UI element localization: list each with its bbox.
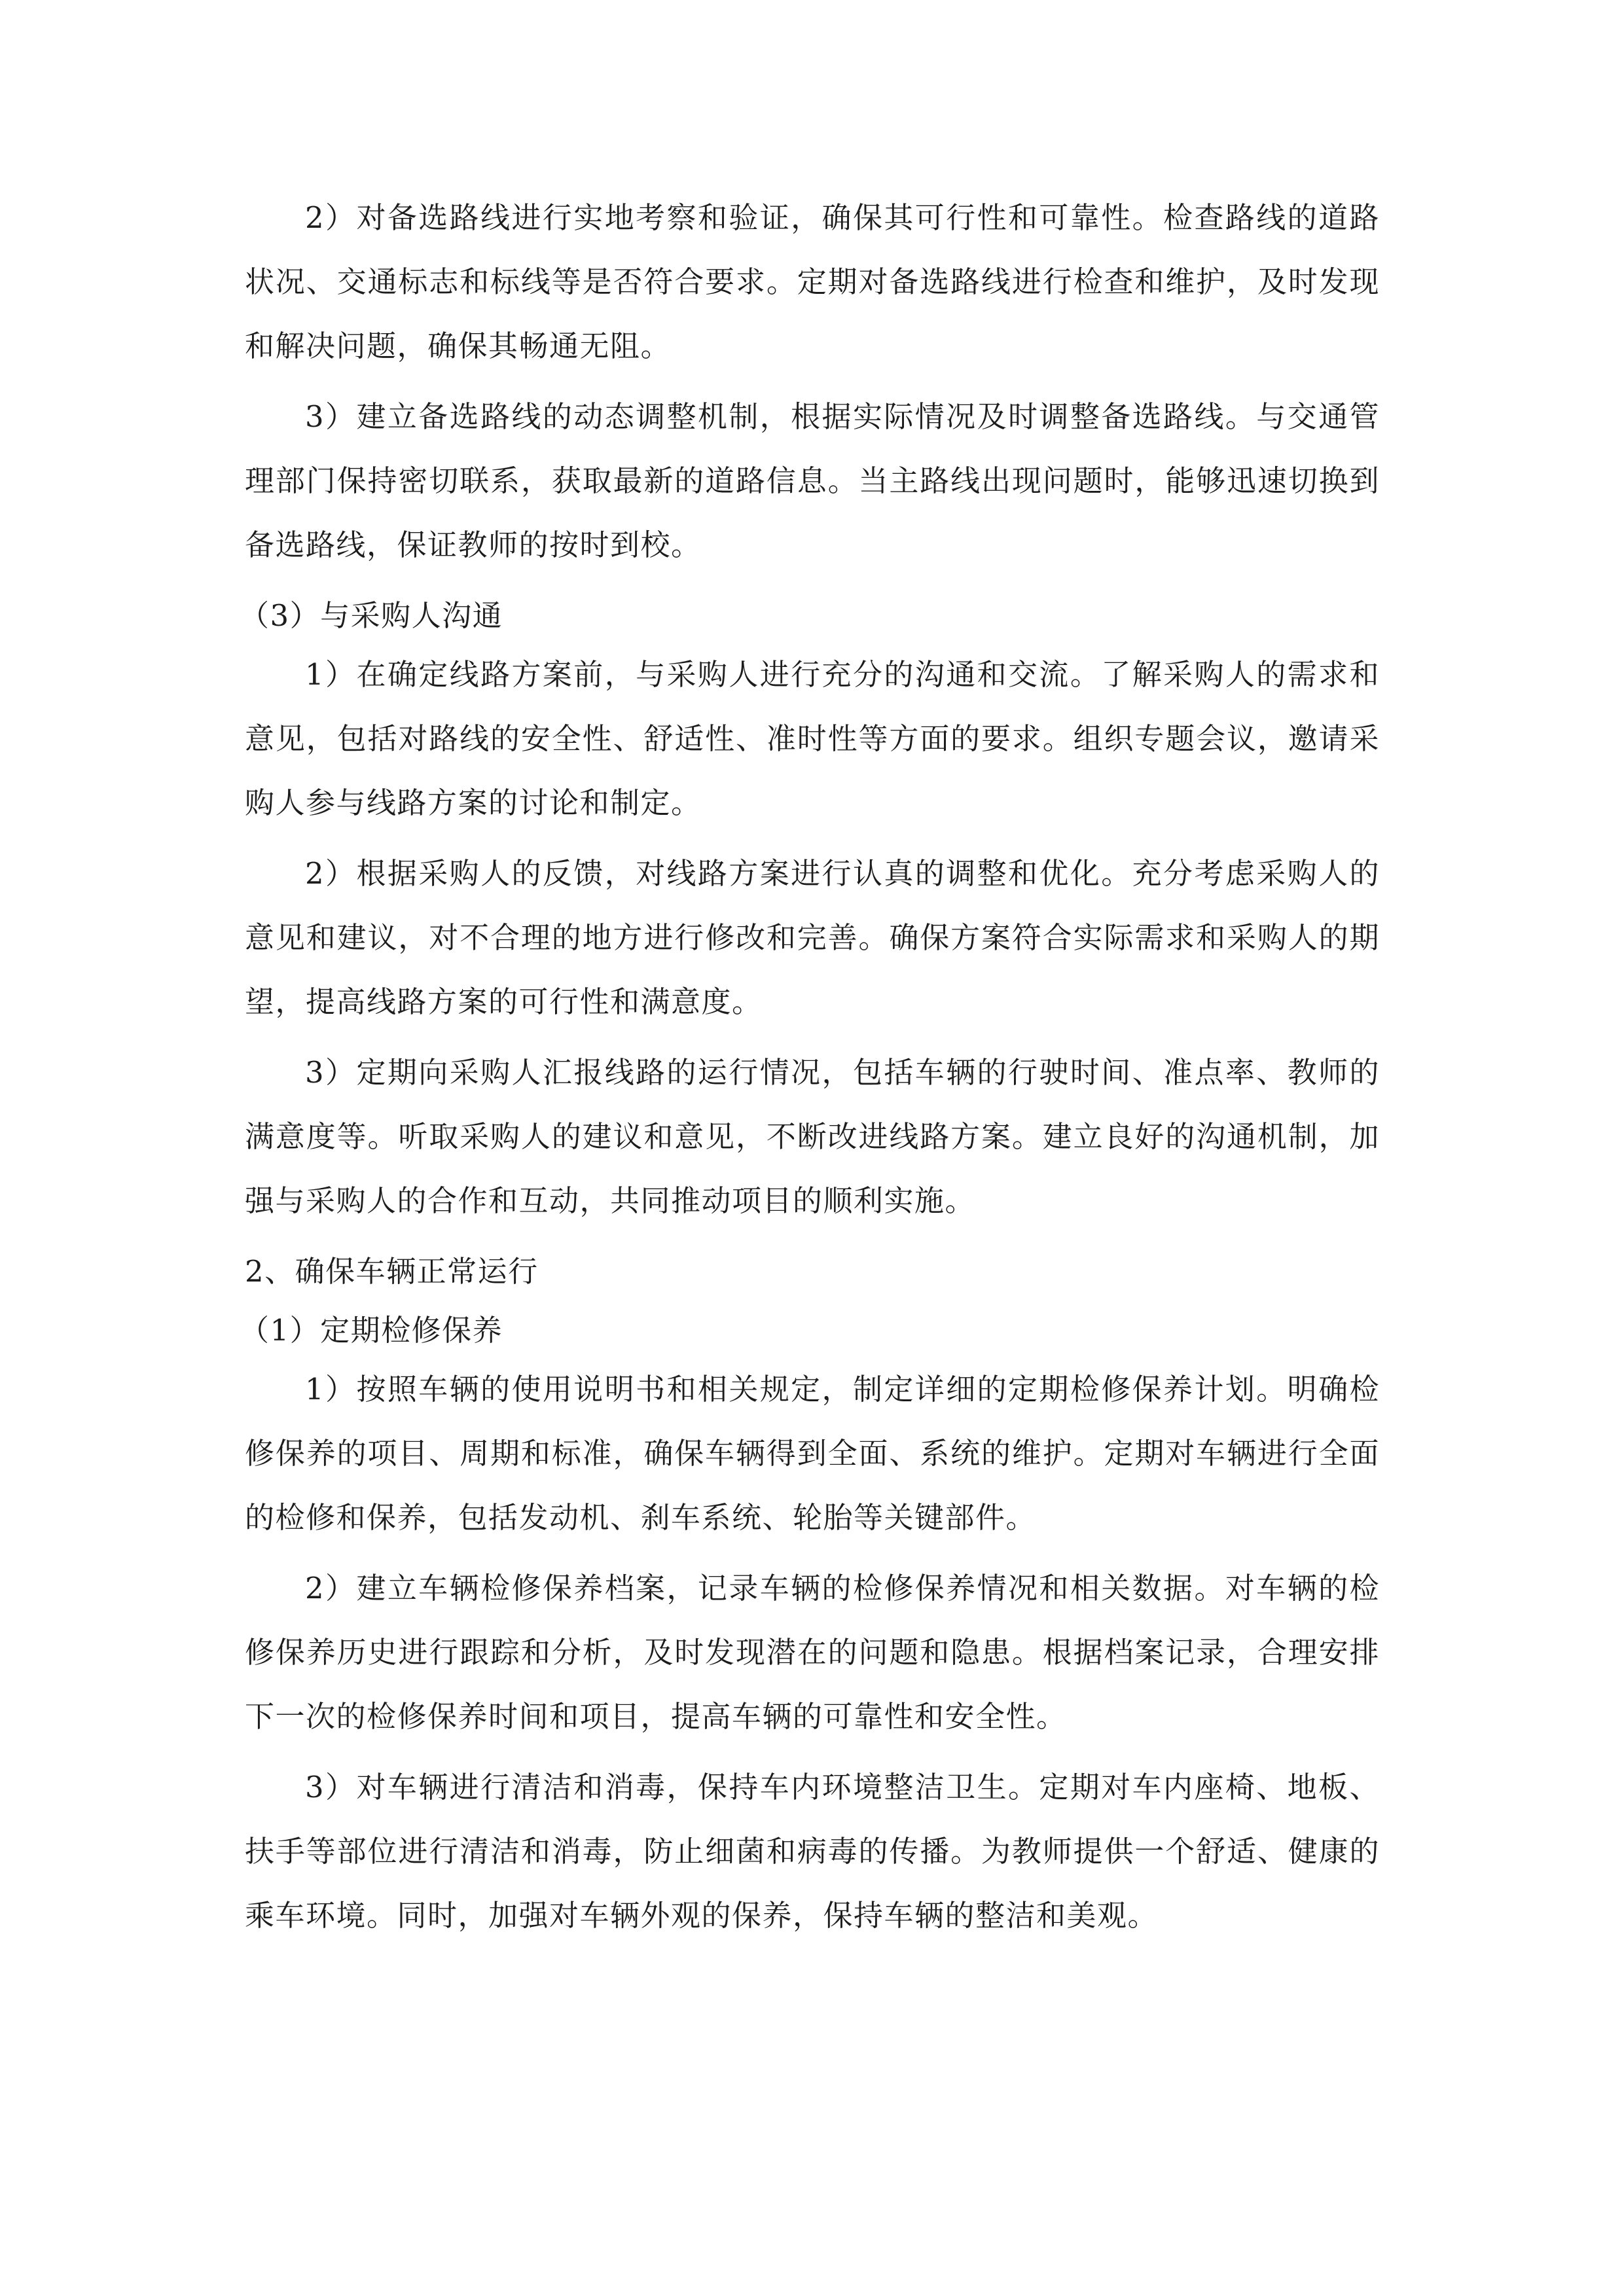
para-maintenance-records: 2）建立车辆检修保养档案，记录车辆的检修保养情况和相关数据。对车辆的检修保养历史进行跟踪和分析，及时发现潜在的问题和隐患。根据档案记录，合理安排下一次的检修保养时间和项目，提高车辆的可靠性和安全性。 [245,1571,1380,1734]
document-body [240,186,1380,1954]
para-adjust-by-feedback: 2）根据采购人的反馈，对线路方案进行认真的调整和优化。充分考虑采购人的意见和建议，对不合理的地方进行修改和完善。确保方案符合实际需求和采购人的期望，提高线路方案的可行性和满意度。 [245,856,1380,1019]
para-communicate-before-plan: 1）在确定线路方案前，与采购人进行充分的沟通和交流。了解采购人的需求和意见，包括对路线的安全性、舒适性、准时性等方面的要求。组织专题会议，邀请采购人参与线路方案的讨论和制定。 [245,657,1380,820]
para-maintenance-plan: 1）按照车辆的使用说明书和相关规定，制定详细的定期检修保养计划。明确检修保养的项目、周期和标准，确保车辆得到全面、系统的维护。定期对车辆进行全面的检修和保养，包括发动机、刹车系统、轮胎等关键部件。 [245,1372,1380,1535]
para-regular-report: 3）定期向采购人汇报线路的运行情况，包括车辆的行驶时间、准点率、教师的满意度等。听取采购人的建议和意见，不断改进线路方案。建立良好的沟通机制，加强与采购人的合作和互动，共同推动项目的顺利实施。 [245,1055,1380,1218]
para-alt-route-adjustment: 3）建立备选路线的动态调整机制，根据实际情况及时调整备选路线。与交通管理部门保持密切联系，获取最新的道路信息。当主路线出现问题时，能够迅速切换到备选路线，保证教师的按时到校。 [245,399,1380,562]
para-cleaning-disinfection: 3）对车辆进行清洁和消毒，保持车内环境整洁卫生。定期对车内座椅、地板、扶手等部位进行清洁和消毒，防止细菌和病毒的传播。为教师提供一个舒适、健康的乘车环境。同时，加强对车辆外观的保养，保持车辆的整洁和美观。 [245,1770,1380,1933]
heading-communicate-purchaser: （3）与采购人沟通 [240,598,503,633]
heading-regular-maintenance: （1）定期检修保养 [240,1313,503,1348]
para-alt-route-inspection: 2）对备选路线进行实地考察和验证，确保其可行性和可靠性。检查路线的道路状况、交通标志和标线等是否符合要求。定期对备选路线进行检查和维护，及时发现和解决问题，确保其畅通无阻。 [245,200,1380,363]
heading-vehicle-operation: 2、确保车辆正常运行 [245,1254,539,1289]
